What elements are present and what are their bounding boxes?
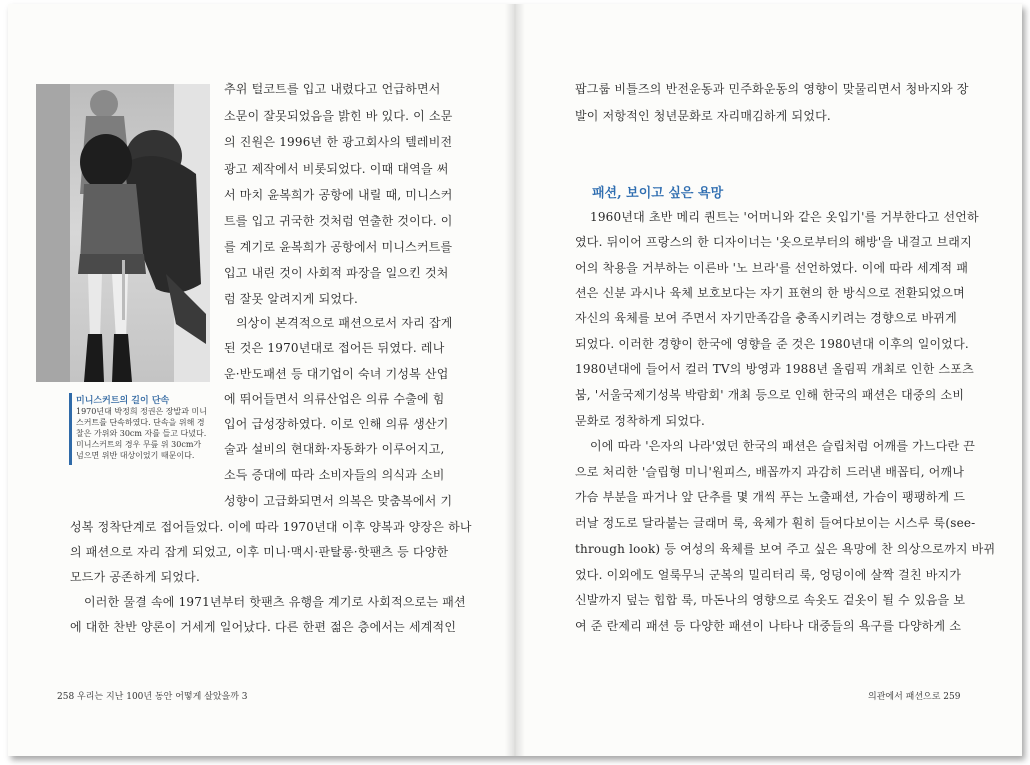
body-text-line: 러날 정도로 달라붙는 글래머 룩, 육체가 훤히 들여다보이는 시스루 룩(see- [575, 516, 976, 530]
body-text-line: 였다. 뒤이어 프랑스의 한 디자이너는 '옷으로부터의 해방'을 내걸고 브래지 [575, 235, 972, 249]
body-text-line: 성향이 고급화되면서 의복은 맞춤복에서 기 [224, 494, 453, 508]
body-text-line: 모드가 공존하게 되었다. [70, 570, 200, 584]
photo-caption-title: 미니스커트의 길이 단속 [76, 396, 170, 406]
body-text-line: 서 마치 윤복희가 공항에 내릴 때, 미니스커 [224, 188, 453, 202]
page-footer-right: 의관에서 패션으로 259 [868, 692, 961, 702]
body-text-line: 가슴 부분을 파거나 앞 단추를 몇 개씩 푸는 노출패션, 가슴이 팽팽하게 드 [575, 490, 966, 504]
body-text-line: 신발까지 덮는 힙합 룩, 마돈나의 영향으로 속옷도 겉옷이 될 수 있음을 보 [575, 593, 966, 607]
photo-caption-line: 미니스커트의 경우 무릎 위 30cm가 [76, 440, 202, 449]
body-text-line: 소득 증대에 따라 소비자들의 의식과 소비 [224, 468, 445, 482]
photo-caption-line: 1970년대 박정희 정권은 장발과 미니 [76, 407, 207, 416]
body-text-line: 입고 내린 것이 사회적 파장을 일으킨 것처 [224, 266, 449, 280]
body-text-line: 어의 착용을 거부하는 이른바 '노 브라'를 선언하였다. 이에 따라 세계적 패 [575, 261, 969, 275]
body-text-line: 광고 제작에서 비롯되었다. 이때 대역을 써 [224, 162, 449, 176]
body-text-line: 입어 급성장하였다. 이로 인해 의류 생산기 [224, 417, 449, 431]
body-text-line: 에 대한 찬반 양론이 거세게 일어났다. 다른 한편 젊은 층에서는 세계적인 [70, 620, 457, 634]
body-text-line: through look) 등 여성의 육체를 보여 주고 싶은 욕망에 찬 의상으로까지 바뀌 [575, 542, 996, 556]
page-footer-left: 258 우리는 지난 100년 동안 어떻게 살았을까 3 [57, 692, 248, 702]
body-text-line: 술과 설비의 현대화·자동화가 이루어지고, [224, 442, 445, 456]
body-text-line: 1960년대 초반 메리 퀀트는 '어머니와 같은 옷입기'를 거부한다고 선언하 [590, 210, 979, 224]
photo-caption-line: 찰은 가위와 30cm 자를 들고 다녔다. [76, 429, 207, 438]
body-text-line: 성복 정착단계로 접어들었다. 이에 따라 1970년대 이후 양복과 양장은 하나 [70, 520, 472, 534]
body-text-line: 에 뛰어들면서 의류산업은 의류 수출에 힘 [224, 392, 445, 406]
caption-accent-bar [69, 393, 72, 465]
body-text-line: 의 진원은 1996년 한 광고회사의 텔레비전 [224, 135, 453, 149]
body-text-line: 발이 저항적인 청년문화로 자리매김하게 되었다. [575, 109, 831, 123]
photo-caption-line: 스커트를 단속하였다. 단속을 위해 경 [76, 418, 205, 427]
body-text-line: 소문이 잘못되었음을 밝힌 바 있다. 이 소문 [224, 109, 453, 123]
body-text-line: 붐, '서울국제기성복 박람회' 개최 등으로 인해 한국의 패션은 대중의 소비 [575, 388, 965, 402]
body-text-line: 이러한 물결 속에 1971년부터 핫팬츠 유행을 계기로 사회적으로는 패션 [84, 595, 466, 609]
body-text-line: 럼 잘못 알려지게 되었다. [224, 292, 358, 306]
body-text-line: 트를 입고 귀국한 것처럼 연출한 것이다. 이 [224, 214, 453, 228]
body-text-line: 으로 처리한 '슬립형 미니'원피스, 배꼽까지 과감히 드러낸 배꼽티, 어깨나 [575, 465, 965, 479]
photo-caption-line: 넘으면 위반 대상이었기 때문이다. [76, 451, 195, 460]
body-text-line: 를 계기로 윤복희가 공항에서 미니스커트를 [224, 240, 453, 254]
body-text-line: 문화로 정착하게 되었다. [575, 414, 705, 428]
body-text-line: 팝그룹 비틀즈의 반전운동과 민주화운동의 영향이 맞물리면서 청바지와 장 [575, 82, 969, 96]
photo-miniskirt [36, 84, 210, 382]
body-text-line: 여 준 란제리 패션 등 다양한 패션이 나타나 대중들의 욕구를 다양하게 소 [575, 619, 962, 633]
body-text-line: 의상이 본격적으로 패션으로서 자리 잡게 [236, 316, 453, 330]
body-text-line: 된 것은 1970년대로 접어든 뒤였다. 레나 [224, 341, 445, 355]
body-text-line: 자신의 육체를 보여 주면서 자기만족감을 충족시키려는 경향으로 바뀌게 [575, 311, 957, 325]
body-text-line: 이에 따라 '은자의 나라'였던 한국의 패션은 슬립처럼 어깨를 가느다란 끈 [590, 439, 976, 453]
body-text-line: 추위 털코트를 입고 내렸다고 언급하면서 [224, 82, 441, 96]
section-heading: 패션, 보이고 싶은 욕망 [592, 186, 724, 201]
body-text-line: 되었다. 이러한 경향이 한국에 영향을 준 것은 1980년대 이후의 일이었다. [575, 337, 969, 351]
body-text-line: 션은 신분 과시나 육체 보호보다는 자기 표현의 한 방식으로 전환되었으며 [575, 286, 965, 300]
body-text-line: 의 패션으로 자리 잡게 되었고, 이후 미니·맥시·판탈롱·핫팬츠 등 다양한 [70, 545, 449, 559]
body-text-line: 1980년대에 들어서 컬러 TV의 방영과 1988년 올림픽 개최로 인한 스포츠 [575, 362, 974, 376]
body-text-line: 었다. 이외에도 얼룩무늬 군복의 밀리터리 룩, 엉덩이에 살짝 걸친 바지가 [575, 568, 962, 582]
body-text-line: 운·반도패션 등 대기업이 숙녀 기성복 산업 [224, 367, 449, 381]
